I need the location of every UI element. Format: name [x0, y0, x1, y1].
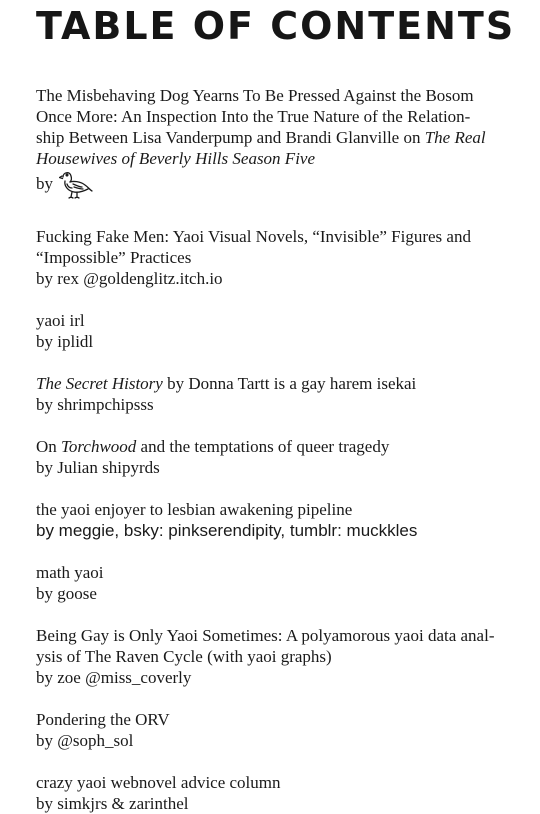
toc-entry: [36, 373, 516, 415]
entry-title: math yaoi: [36, 563, 104, 582]
entry-byline: by simkjrs & zarinthel: [36, 794, 189, 813]
toc-list: [36, 85, 516, 814]
entry-title: crazy yaoi webnovel advice column: [36, 773, 281, 792]
bird-icon: [59, 169, 93, 206]
entry-byline: by iplidl: [36, 332, 94, 351]
toc-entry: [36, 226, 516, 289]
toc-entry: [36, 436, 516, 478]
entry-title: Fucking Fake Men: Yaoi Visual Novels, “Invisible” Figures and “Impossible” Practices: [36, 227, 471, 267]
entry-title: On Torchwood and the temptations of queer tragedy: [36, 437, 390, 456]
entry-byline: by rex @goldenglitz.itch.io: [36, 269, 223, 288]
entry-title: yaoi irl: [36, 311, 85, 330]
entry-title: The Secret History by Donna Tartt is a gay harem isekai: [36, 374, 417, 393]
page-title: TABLE OF CONTENTS: [36, 4, 516, 48]
entry-title: the yaoi enjoyer to lesbian awakening pipeline: [36, 500, 353, 519]
toc-entry: [36, 625, 516, 688]
entry-byline: by: [36, 169, 516, 206]
toc-entry: [36, 310, 516, 352]
toc-entry: [36, 772, 516, 814]
entry-byline: by @soph_sol: [36, 731, 134, 750]
toc-entry: [36, 562, 516, 604]
entry-title: Being Gay is Only Yaoi Sometimes: A polyamorous yaoi data anal- ysis of The Raven Cycle (with yaoi graphs): [36, 626, 495, 666]
entry-title: The Misbehaving Dog Yearns To Be Pressed Against the Bosom Once More: An Inspection Into the True Nature of the Relation- ship Between Lisa Vanderpump and Brandi Glanville on The Real Housewives of Beverly Hills Season Five: [36, 86, 486, 168]
toc-entry: [36, 709, 516, 751]
entry-byline: by Julian shipyrds: [36, 458, 160, 477]
entry-byline: by meggie, bsky: pinkserendipity, tumblr: muckkles: [36, 521, 418, 540]
entry-byline: by shrimpchipsss: [36, 395, 154, 414]
toc-entry: [36, 85, 516, 206]
entry-byline: by goose: [36, 584, 97, 603]
toc-entry: [36, 499, 516, 541]
entry-byline: by zoe @miss_coverly: [36, 668, 192, 687]
entry-title: Pondering the ORV: [36, 710, 170, 729]
